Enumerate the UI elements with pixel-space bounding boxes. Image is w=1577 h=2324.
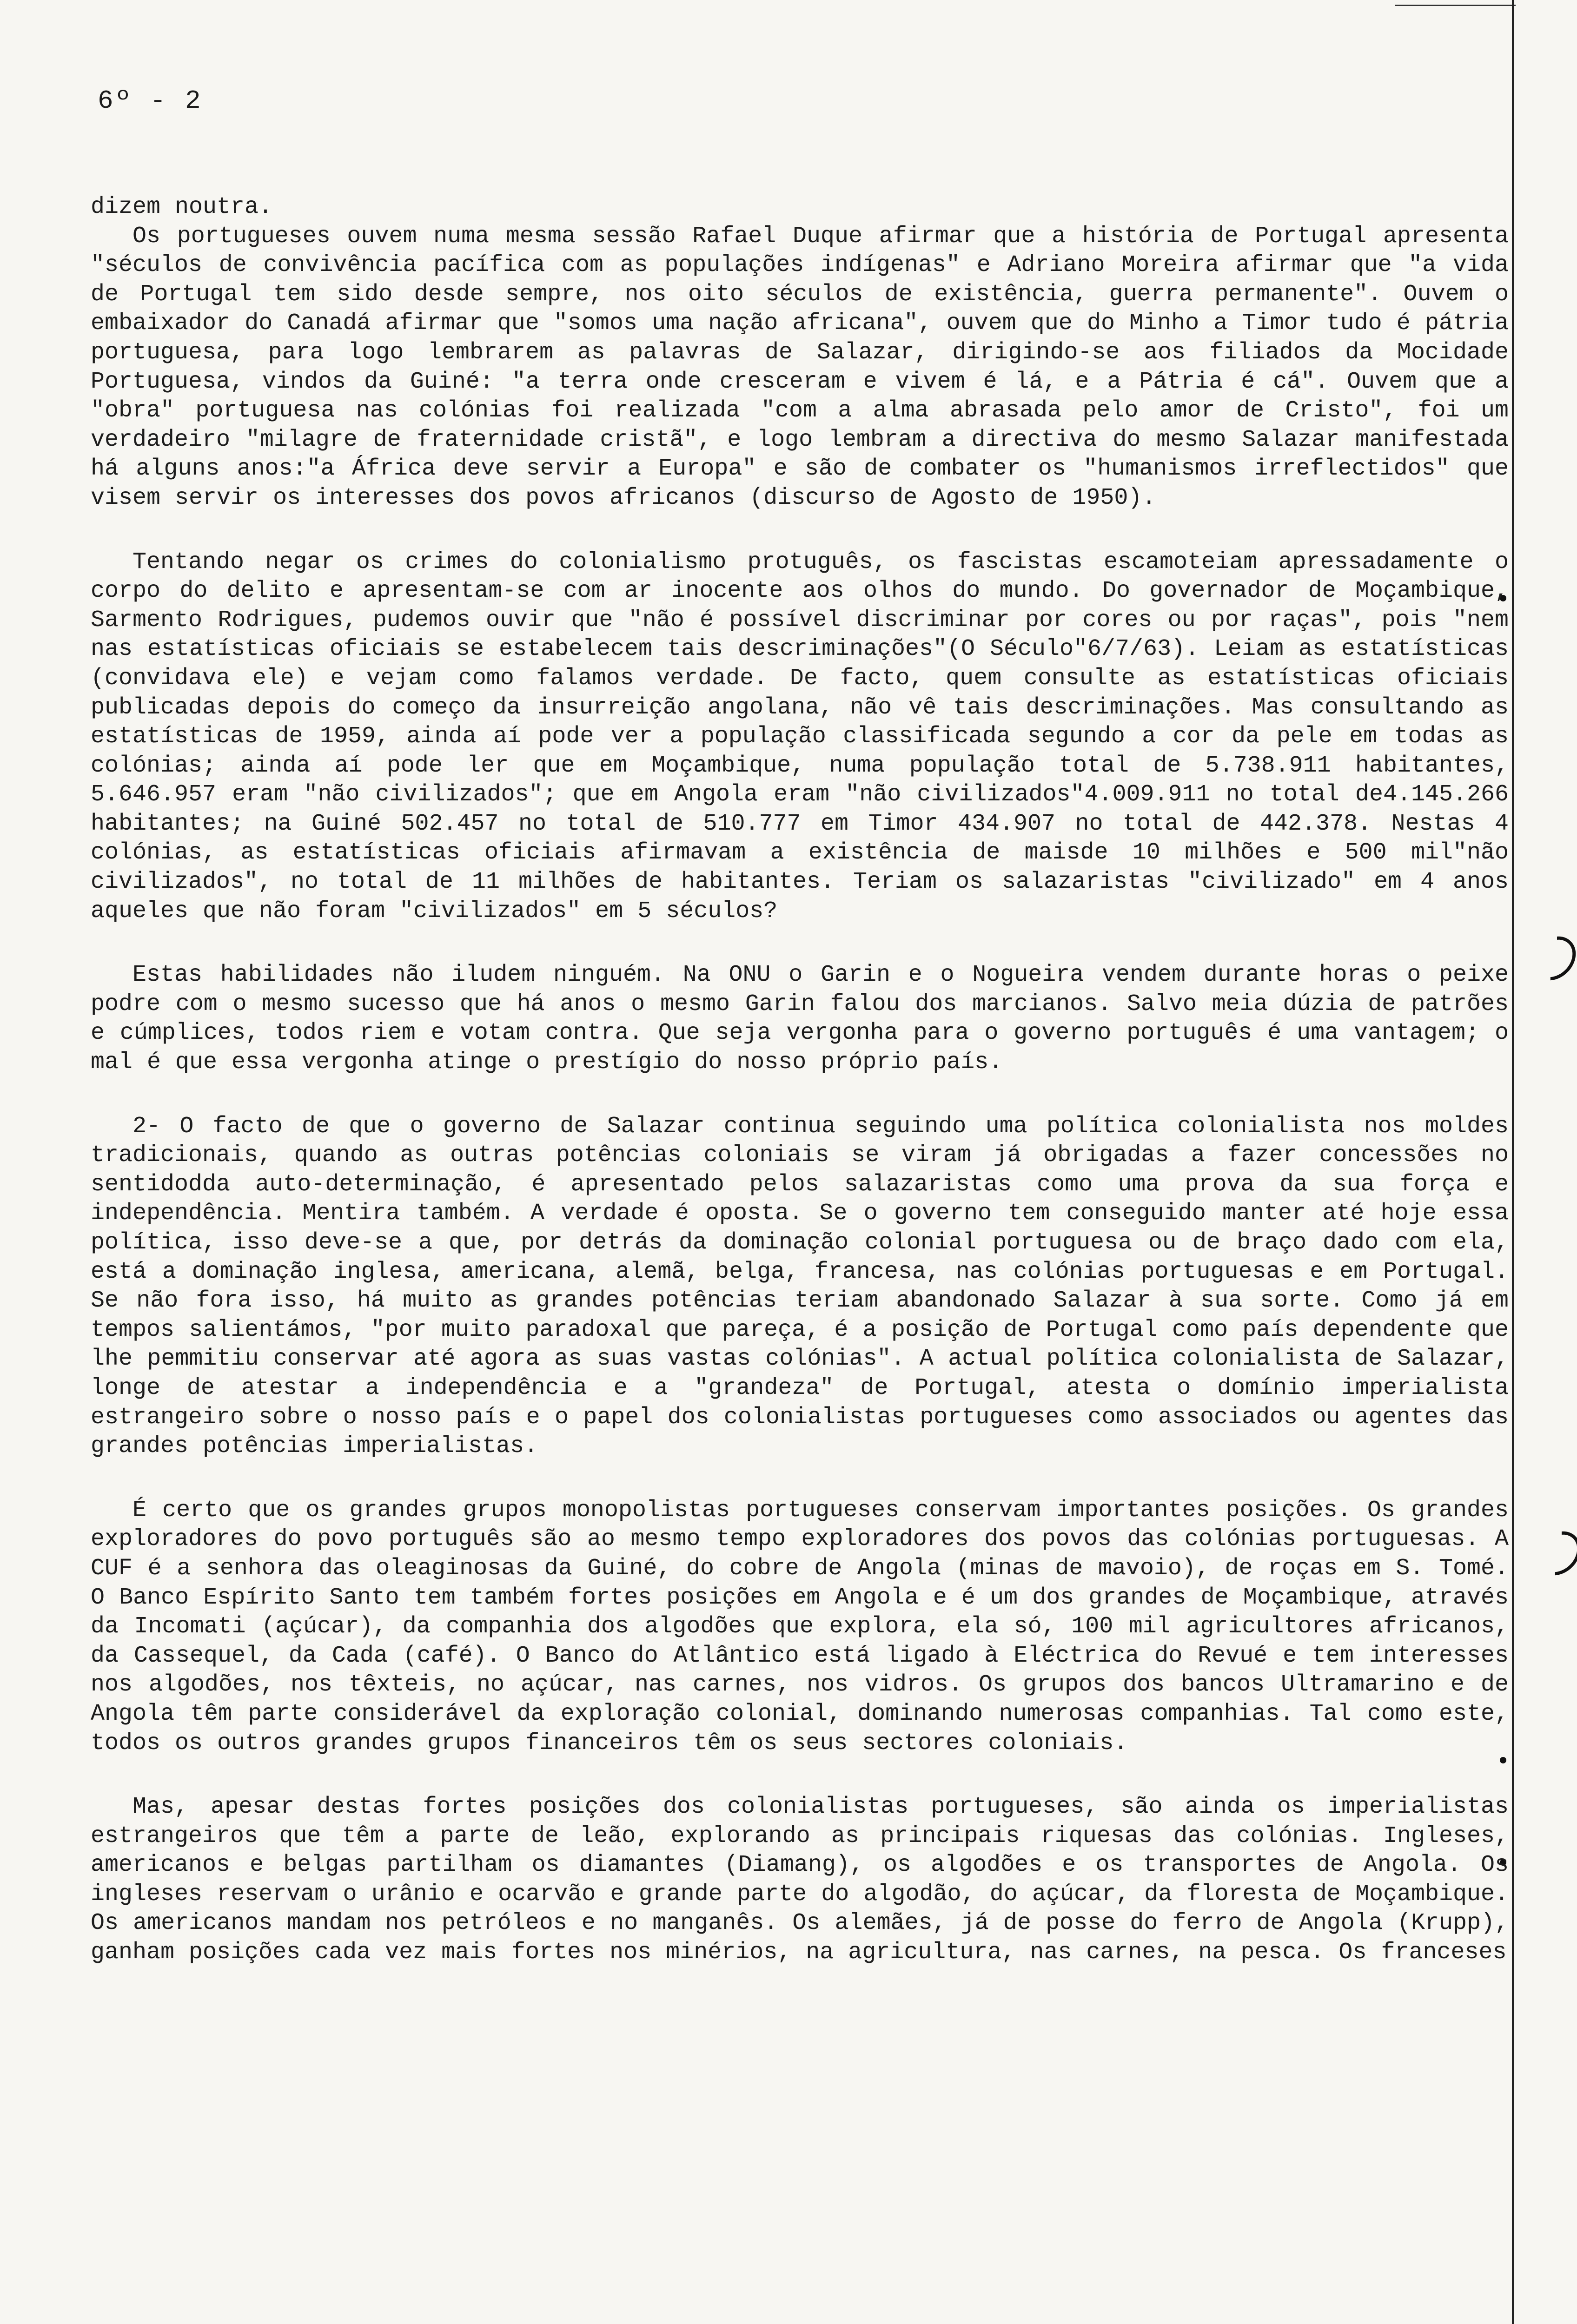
right-margin-rule xyxy=(1512,0,1514,2324)
paragraph: É certo que os grandes grupos monopolistas portugueses conservam importantes posições. Os grandes exploradores do povo português são ao mesmo tempo exploradores dos povos das colónias portuguesas. A CUF é a senhora das oleaginosas da Guiné, do cobre de Angola (minas de mavoio), de roças em S. Tomé. O Banco Espírito Santo tem também fortes posições em Angola e é um dos grandes de Moçambique, através da Incomati (açúcar), da companhia dos algodões que explora, ela só, 100 mil agricultores africanos, da Cassequel, da Cada (café). O Banco do Atlântico está ligado à Eléctrica do Revué e tem interesses nos algodões, nos têxteis, no açúcar, nas carnes, nos vidros. Os grupos dos bancos Ultramarino e de Angola têm parte considerável da exploração colonial, dominando numerosas companhias. Tal como este, todos os outros grandes grupos financeiros têm os seus sectores coloniais. xyxy=(91,1497,1509,1756)
paragraph-gap xyxy=(91,926,1509,961)
body-text xyxy=(91,193,1509,1967)
paragraph: dizem noutra. xyxy=(91,194,273,220)
paragraph-gap xyxy=(91,1461,1509,1496)
top-edge-rule xyxy=(1395,5,1516,6)
paragraph: Estas habilidades não iludem ninguém. Na ONU o Garin e o Nogueira vendem durante horas o peixe podre com o mesmo sucesso que há anos o mesmo Garin falou dos marcianos. Salvo meia dúzia de patrões e cúmplices, todos riem e votam contra. Que seja vergonha para o governo português é uma vantagem; o mal é que essa vergonha atinge o prestígio do nosso próprio país. xyxy=(91,962,1509,1076)
page-number: 6º - 2 xyxy=(98,86,203,116)
paragraph-gap xyxy=(91,1758,1509,1793)
paragraph: Os portugueses ouvem numa mesma sessão Rafael Duque afirmar que a história de Portugal apresenta "séculos de convivência pacífica com as populações indígenas" e Adriano Moreira afirmar que "a vida de Portugal tem sido desde sempre, nos oito séculos de existência, guerra permanente". Ouvem o embaixador do Canadá afirmar que "somos uma nação africana", ouvem que do Minho a Timor tudo é pátria portuguesa, para logo lembrarem as palavras de Salazar, dirigindo-se aos filiados da Mocidade Portuguesa, vindos da Guiné: "a terra onde cresceram e vivem é lá, e a Pátria é cá". Ouvem que a "obra" portuguesa nas colónias foi realizada "com a alma abrasada pelo amor de Cristo", foi um verdadeiro "milagre de fraternidade cristã", e logo lembram a directiva do mesmo Salazar manifestada há alguns anos:"a África deve servir a Europa" e são de combater os "humanismos irreflectidos" que visem servir os interesses dos povos africanos (discurso de Agosto de 1950). xyxy=(91,223,1509,511)
paragraph-gap xyxy=(91,1077,1509,1112)
paragraph-gap xyxy=(91,513,1509,548)
punch-hole-mark xyxy=(1528,1523,1577,1585)
paragraph: Tentando negar os crimes do colonialismo protuguês, os fascistas escamoteiam apressadamente o corpo do delito e apresentam-se com ar inocente aos olhos do mundo. Do governador de Moçambique, Sarmento Rodrigues, pudemos ouvir que "não é possível discriminar por cores ou por raças", pois "nem nas estatísticas oficiais se estabelecem tais descriminações"(O Século"6/7/63). Leiam as estatísticas (convidava ele) e vejam como falamos verdade. De facto, quem consulte as estatísticas oficiais publicadas depois do começo da insurreição angolana, não vê tais descriminações. Mas consultando as estatísticas de 1959, ainda aí pode ver a população classificada segundo a cor da pele em todas as colónias; ainda aí pode ler que em Moçambique, numa população total de 5.738.911 habitantes, 5.646.957 eram "não civilizados"; que em Angola eram "não civilizados"4.009.911 no total de4.145.266 habitantes; na Guiné 502.457 no total de 510.777 em Timor 434.907 no total de 442.378. Nestas 4 colónias, as estatísticas oficiais afirmavam a existência de maisde 10 milhões e 500 mil"não civilizados", no total de 11 milhões de habitantes. Teriam os salazaristas "civilizado" em 4 anos aqueles que não foram "civilizados" em 5 séculos? xyxy=(91,548,1509,924)
punch-hole-mark xyxy=(1523,928,1577,990)
paragraph: Mas, apesar destas fortes posições dos colonialistas portugueses, são ainda os imperialistas estrangeiros que têm a parte de leão, explorando as principais riquesas das colónias. Ingleses, americanos e belgas partilham os diamantes (Diamang), os algodões e os transportes de Angola. Os ingleses reservam o urânio e ocarvão e grande parte do algodão, do açúcar, da floresta de Moçambique. Os americanos mandam nos petróleos e no manganês. Os alemães, já de posse do ferro de Angola (Krupp), ganham posições cada vez mais fortes nos minérios, na agricultura, nas carnes, na pesca. Os franceses xyxy=(91,1794,1509,1966)
paragraph: 2- O facto de que o governo de Salazar continua seguindo uma política colonialista nos moldes tradicionais, quando as outras potências coloniais se viram já obrigadas a fazer concessões no sentidodda auto-determinação, é apresentado pelos salazaristas como uma prova da sua força e independência. Mentira também. A verdade é oposta. Se o governo tem conseguido manter até hoje essa política, isso deve-se a que, por detrás da dominação colonial portuguesa ou de braço dado com ela, está a dominação inglesa, americana, alemã, belga, francesa, nas colónias portuguesas e em Portugal. Se não fora isso, há muito as grandes potências teriam abandonado Salazar à sua sorte. Como já em tempos salientámos, "por muito paradoxal que pareça, é a posição de Portugal como país dependente que lhe pemmitiu conservar até agora as suas vastas colónias". A actual política colonialista de Salazar, longe de atestar a independência e a "grandeza" de Portugal, atesta o domínio imperialista estrangeiro sobre o nosso país e o papel dos colonialistas portugueses como associados ou agentes das grandes potências imperialistas. xyxy=(91,1113,1509,1460)
